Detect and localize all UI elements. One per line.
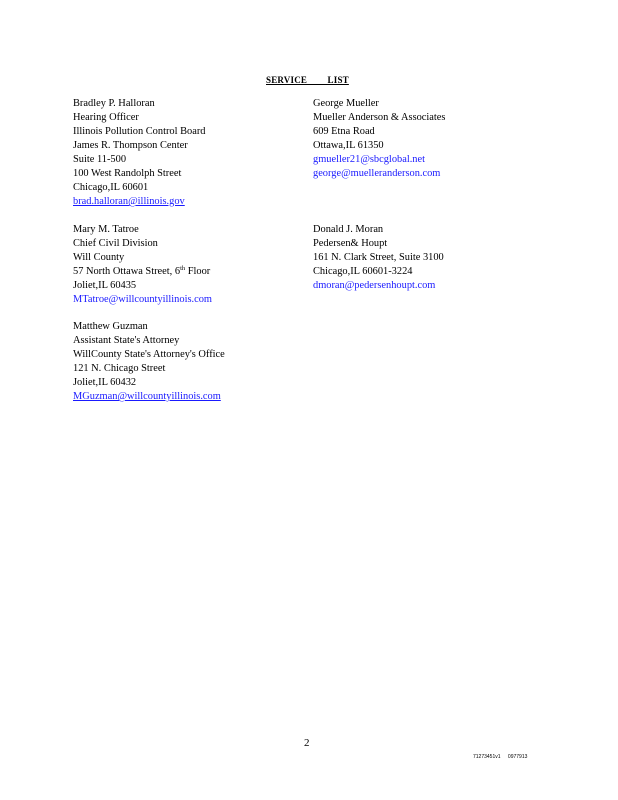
contact-address: James R. Thompson Center xyxy=(73,140,188,151)
contact-name: Mary M. Tatroe xyxy=(73,224,139,235)
contact-address: 57 North Ottawa Street, 6th Floor xyxy=(73,265,211,277)
contact-address: 100 West Randolph Street xyxy=(73,168,182,179)
page-number: 2 xyxy=(304,737,310,749)
contact-name: Donald J. Moran xyxy=(313,224,384,235)
contact-name: Matthew Guzman xyxy=(73,321,148,332)
document-id: 71273451v1 0977913 xyxy=(473,754,528,760)
contact-title: Assistant State's Attorney xyxy=(73,335,180,346)
contact-mueller xyxy=(313,97,445,181)
contact-name: Bradley P. Halloran xyxy=(73,98,155,109)
email-link[interactable]: dmoran@pedersenhoupt.com xyxy=(313,280,436,291)
contact-org: Illinois Pollution Control Board xyxy=(73,126,206,137)
email-link[interactable]: MTatroe@willcountyillinois.com xyxy=(73,294,212,305)
email-link[interactable]: brad.halloran@illinois.gov xyxy=(73,196,185,207)
contact-title: Hearing Officer xyxy=(73,112,139,123)
contact-city: Ottawa,IL 61350 xyxy=(313,140,384,151)
contact-address: 121 N. Chicago Street xyxy=(73,363,166,374)
contact-address: Suite 11-500 xyxy=(73,154,127,165)
contact-org: WillCounty State's Attorney's Office xyxy=(73,349,225,360)
contact-city: Chicago,IL 60601-3224 xyxy=(313,266,413,277)
contact-org: Will County xyxy=(73,252,125,263)
contact-city: Joliet,IL 60432 xyxy=(73,377,137,388)
contact-tatroe xyxy=(73,223,212,307)
contact-address: 609 Etna Road xyxy=(313,126,375,137)
contact-name: George Mueller xyxy=(313,98,379,109)
email-link[interactable]: george@muelleranderson.com xyxy=(313,168,441,179)
contact-city: Joliet,IL 60435 xyxy=(73,280,137,291)
contact-title: Chief Civil Division xyxy=(73,238,158,249)
contact-moran xyxy=(313,223,444,293)
page-title: SERVICE LIST xyxy=(266,75,349,85)
contact-halloran xyxy=(73,97,209,209)
contact-guzman xyxy=(73,320,253,404)
contact-address: 161 N. Clark Street, Suite 3100 xyxy=(313,252,444,263)
contact-city: Chicago,IL 60601 xyxy=(73,182,149,193)
email-link[interactable]: MGuzman@willcountyillinois.com xyxy=(73,391,221,402)
email-link[interactable]: gmueller21@sbcglobal.net xyxy=(313,154,426,165)
contact-org: Pedersen& Houpt xyxy=(313,238,388,249)
contact-org: Mueller Anderson & Associates xyxy=(313,112,446,123)
